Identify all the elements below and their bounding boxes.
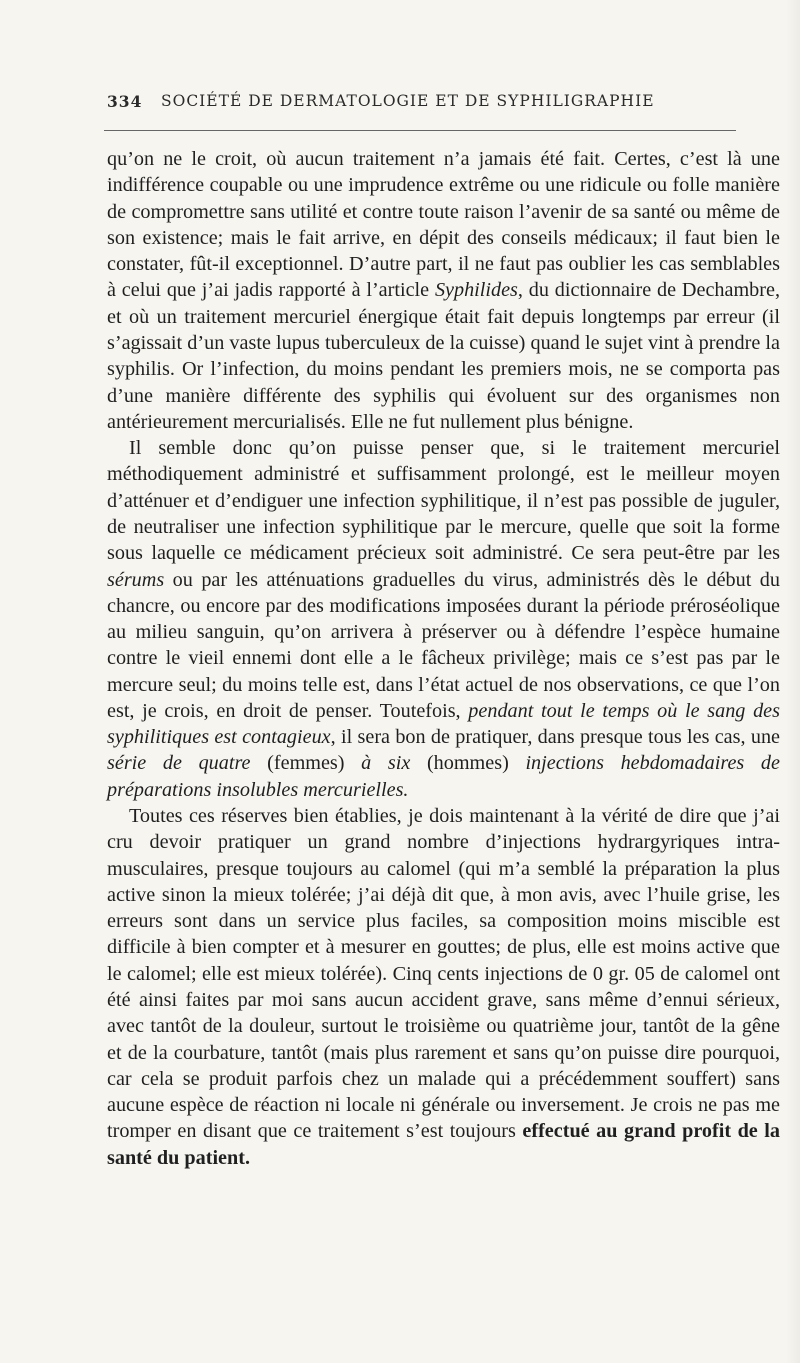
paragraph — [107, 435, 780, 803]
header-rule — [104, 130, 736, 131]
text-run: , il sera bon de pratiquer, dans presque tous les cas, une — [330, 726, 780, 749]
italic-text-run: injections hebdomadaires de préparations insolubles mercurielles. — [107, 752, 780, 801]
paragraph — [107, 803, 780, 1171]
page-number: 334 — [107, 92, 143, 111]
italic-text-run: sérums — [107, 568, 165, 591]
text-run: Il semble donc qu’on puisse penser que, si le traitement mercuriel méthodiquement administré et suffisamment prolongé, est le meilleur moyen d’atténuer et d’endiguer une infection syphilitique, il n’est pas possible de juguler, de neutraliser une infection syphilitique par le mercure, quelle que soit la forme sous laquelle ce médicament précieux soit administré. Ce sera peut-être par les — [107, 437, 780, 565]
bold-text-run: effectué au grand profit de la santé du patient. — [107, 1120, 780, 1169]
running-title: SOCIÉTÉ DE DERMATOLOGIE ET DE SYPHILIGRAPHIE — [161, 92, 655, 110]
italic-text-run: à six — [361, 752, 411, 775]
text-run: qu’on ne le croit, où aucun traitement n’a jamais été fait. Certes, c’est là une indifférence coupable ou une imprudence extrême ou une ridicule ou folle manière de compromettre sans utilité et contre toute raison l’avenir de sa santé ou même de son existence; mais le fait arrive, en dépit des conseils médicaux; il faut bien le constater, fût-il exceptionnel. D’autre part, il ne faut pas oublier les cas semblables à celui que j’ai jadis rapporté à l’article — [107, 148, 780, 302]
italic-text-run: Syphilides — [434, 279, 518, 302]
text-run: ou par les atténuations graduelles du virus, administrés dès le début du chancre, ou encore par des modifications imposées durant la période préroséolique au milieu sanguin, qu’on arrivera à préserver ou à défendre l’espèce humaine contre le vieil ennemi dont elle a le fâcheux privilège; mais ce s’est pas par le mercure seul; du moins telle est, dans l’état actuel de nos observations, ce que l’on est, je crois, en droit de penser. Toutefois, — [107, 568, 780, 722]
italic-text-run: série de quatre — [107, 752, 251, 775]
running-header — [107, 92, 682, 116]
text-run: Toutes ces réserves bien établies, je dois maintenant à la vérité de dire que j’ai cru devoir pratiquer un grand nombre d’injections hydrargyriques intra-musculaires, presque toujours au calomel (qui m’a semblé la préparation la plus active sinon la mieux tolérée; j’ai déjà dit que, à mon avis, avec l’huile grise, les erreurs sont dans un service plus faciles, sa composition moins miscible est difficile à bien compter et à mesurer en gouttes; de plus, elle est moins active que le calomel; elle est mieux tolérée). Cinq cents injections de 0 gr. 05 de calomel ont été ainsi faites par moi sans aucun accident grave, sans même d’ennui sérieux, avec tantôt de la douleur, surtout le troisième ou quatrième jour, tantôt de la gêne et de la courbature, tantôt (mais plus rarement et sans qu’on puisse dire pourquoi, car cela se produit parfois chez un malade qui a précédemment souffert) sans aucune espèce de réaction ni locale ni générale ou inversement. Je crois ne pas me tromper en disant que ce traitement s’est toujours — [107, 805, 780, 1143]
paragraph — [107, 146, 780, 435]
page-edge-shadow — [786, 0, 800, 1363]
text-run: (femmes) — [250, 752, 362, 775]
text-run: (hommes) — [410, 752, 526, 775]
text-run: , du dictionnaire de Dechambre, et où un traitement mercuriel énergique était fait depuis longtemps par erreur (il s’agissait d’un vaste lupus tuberculeux de la cuisse) quand le sujet vint à prendre la syphilis. Or l’infection, du moins pendant les premiers mois, ne se comporta pas d’une manière différente des syphilis qui évoluent sur des organismes non antérieurement mercurialisés. Elle ne fut nullement plus bénigne. — [107, 279, 780, 433]
italic-text-run: pendant tout le temps où le sang des syphilitiques est contagieux — [107, 699, 780, 749]
body-text — [107, 146, 780, 1171]
